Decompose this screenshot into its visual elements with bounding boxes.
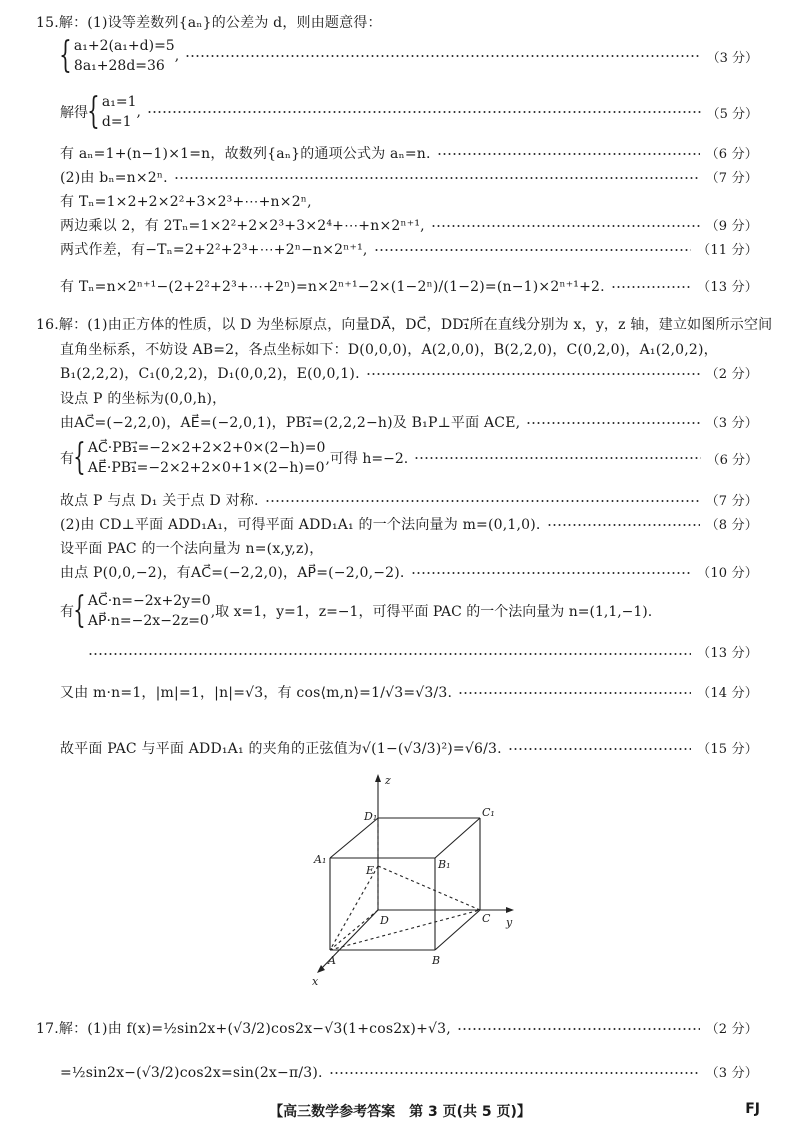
line-text: 两式作差，有−Tₙ=2+2²+2³+⋯+2ⁿ−n×2ⁿ⁺¹,: [60, 242, 368, 258]
line-text: 由点 P(0,0,−2)，有AC⃗=(−2,2,0)，AP⃗=(−2,0,−2).: [60, 565, 405, 581]
score: （9 分）: [705, 218, 758, 234]
brace: {: [59, 35, 72, 76]
line-text: =½sin2x−(√3/2)cos2x=sin(2x−π/3).: [60, 1065, 323, 1081]
eq-tail: ,取 x=1，y=1，z=−1，可得平面 PAC 的一个法向量为 n=(1,1,−1).: [210, 604, 653, 620]
segment-ae: [330, 866, 378, 950]
leader-dots: [366, 373, 700, 375]
q16-line-9: [60, 542, 758, 556]
segment-ec: [378, 866, 480, 910]
eq-b: 8a₁+28d=36: [73, 58, 165, 74]
leader-dots: [174, 177, 700, 179]
line-text: 设点 P 的坐标为(0,0,h)，: [60, 391, 227, 407]
q16-line-7: [60, 494, 758, 508]
score: （13 分）: [697, 279, 758, 295]
label-z: z: [385, 774, 391, 787]
score: （2 分）: [705, 1021, 758, 1037]
score: （10 分）: [697, 565, 758, 581]
line-text: 有 aₙ=1+(n−1)×1=n，故数列{aₙ}的通项公式为 aₙ=n.: [60, 146, 431, 162]
q16-line-11b: [60, 647, 758, 660]
q15-line-4: [60, 147, 758, 161]
label-d1: D₁: [364, 810, 378, 823]
score: （2 分）: [705, 366, 758, 382]
q15-line-9: [60, 280, 758, 294]
eq-tail: ,: [136, 104, 141, 120]
q15-line-8: [60, 243, 758, 257]
edge-a1d1: [330, 818, 378, 858]
score: （6 分）: [705, 146, 758, 162]
eq-lead: 有: [60, 451, 74, 467]
leader-dots: [547, 524, 700, 526]
q15-line-7: [60, 219, 758, 233]
score: （6 分）: [706, 452, 758, 468]
label-a: A: [328, 954, 336, 967]
leader-dots: [88, 653, 691, 655]
eq-a: a₁+2(a₁+d)=5: [73, 38, 175, 54]
leader-dots: [414, 457, 700, 459]
label-e: E: [366, 864, 375, 877]
line-text: 有 Tₙ=1×2+2×2²+3×2³+⋯+n×2ⁿ,: [60, 194, 312, 210]
q17-line-1: [36, 1022, 758, 1036]
eq-b: AP⃗·n=−2x−2z=0: [87, 613, 209, 629]
q16-line-5: [60, 416, 758, 430]
leader-dots: [374, 249, 692, 251]
eq-lead: 解得: [60, 105, 88, 121]
line-text: 两边乘以 2，有 2Tₙ=1×2²+2×2³+3×2⁴+⋯+n×2ⁿ⁺¹,: [60, 218, 425, 234]
line-text: B₁(2,2,2)，C₁(0,2,2)，D₁(0,0,2)，E(0,0,1).: [60, 366, 360, 382]
q15-line-6: [60, 195, 758, 209]
score: （3 分）: [705, 1065, 758, 1081]
q16-line-4: [60, 392, 758, 406]
line-text: 故平面 PAC 与平面 ADD₁A₁ 的夹角的正弦值为√(1−(√3/3)²)=√6/3.: [60, 741, 502, 757]
page-footer: 【高三数学参考答案 第 3 页(共 5 页)】: [269, 1104, 531, 1120]
label-d: D: [380, 914, 389, 927]
brace: {: [73, 437, 86, 478]
cube-figure: [300, 770, 540, 995]
q15-line-5: [60, 171, 758, 185]
q16-system-2: [60, 590, 758, 631]
label-y: y: [506, 916, 513, 929]
leader-dots: [457, 1028, 700, 1030]
line-text: 17.解：(1)由 f(x)=½sin2x+(√3/2)cos2x−√3(1+cos2x)+√3,: [36, 1021, 451, 1037]
score: （5 分）: [706, 106, 758, 122]
label-c: C: [482, 912, 491, 925]
leader-dots: [411, 572, 692, 574]
q16-line-10: [60, 566, 758, 580]
footer-code: FJ: [745, 1101, 760, 1117]
score: （3 分）: [706, 50, 758, 66]
line-text: 由AC⃗=(−2,2,0)，AE⃗=(−2,0,1)，PB₁⃗=(2,2,2−h)及 B₁P⊥平面 ACE,: [60, 415, 521, 431]
eq-b: AE⃗·PB₁⃗=−2×2+2×0+1×(2−h)=0: [87, 460, 325, 476]
leader-dots: [526, 422, 699, 424]
q15-system-2: [60, 91, 758, 132]
q16-line-3: [60, 367, 758, 381]
q15-system-1: [59, 35, 758, 76]
line-text: 设平面 PAC 的一个法向量为 n=(x,y,z)，: [60, 541, 324, 557]
score: （7 分）: [705, 493, 758, 509]
q15-line-1: [36, 16, 758, 30]
label-c1: C₁: [482, 806, 495, 819]
q16-line-12: [60, 686, 758, 700]
label-b1: B₁: [438, 858, 451, 871]
leader-dots: [431, 225, 700, 227]
score: （13 分）: [697, 646, 758, 661]
edge-bc: [435, 910, 480, 950]
q16-system-1: [60, 437, 758, 478]
edge-b1c1: [435, 818, 480, 858]
eq-tail: ,可得 h=−2.: [325, 451, 409, 467]
leader-dots: [458, 692, 691, 694]
label-x: x: [312, 975, 319, 988]
line-text: 故点 P 与点 D₁ 关于点 D 对称.: [60, 493, 259, 509]
eq-a: AC⃗·n=−2x+2y=0: [87, 593, 211, 609]
leader-dots: [185, 55, 700, 57]
line-text: (2)由 CD⊥平面 ADD₁A₁，可得平面 ADD₁A₁ 的一个法向量为 m=(0,1,0).: [60, 517, 541, 533]
label-b: B: [432, 954, 441, 967]
brace: {: [73, 590, 86, 631]
score: （11 分）: [697, 242, 758, 258]
q16-line-8: [60, 518, 758, 532]
score: （8 分）: [705, 517, 758, 533]
cube-diagram: [300, 770, 540, 995]
eq-a: a₁=1: [101, 94, 137, 110]
leader-dots: [265, 500, 700, 502]
q16-line-1: [36, 317, 773, 333]
leader-dots: [611, 286, 691, 288]
label-a1: A₁: [314, 853, 327, 866]
leader-dots: [437, 153, 700, 155]
score: （3 分）: [705, 415, 758, 431]
eq-b: d=1: [101, 114, 132, 130]
leader-dots: [147, 111, 701, 113]
eq-tail: ,: [174, 48, 180, 64]
q16-line-2: [60, 343, 758, 357]
y-arrowhead: [506, 907, 514, 913]
q16-line-13: [60, 742, 758, 756]
q17-line-2: [60, 1066, 758, 1080]
score: （7 分）: [705, 170, 758, 186]
line-text: (2)由 bₙ=n×2ⁿ.: [60, 170, 168, 186]
eq-lead: 有: [60, 604, 74, 620]
line-text: 直角坐标系，不妨设 AB=2，各点坐标如下：D(0,0,0)，A(2,0,0)，B(2,2,0)，C(0,2,0)，A₁(2,0,2)，: [60, 342, 718, 358]
leader-dots: [329, 1072, 700, 1074]
line-text: 有 Tₙ=n×2ⁿ⁺¹−(2+2²+2³+⋯+2ⁿ)=n×2ⁿ⁺¹−2×(1−2ⁿ)/(1−2)=(n−1)×2ⁿ⁺¹+2.: [60, 279, 605, 295]
line-text: 又由 m·n=1，|m|=1，|n|=√3，有 cos⟨m,n⟩=1/√3=√3/3.: [60, 685, 453, 701]
q15-intro: 15.解：(1)设等差数列{aₙ}的公差为 d，则由题意得：: [36, 15, 382, 31]
brace: {: [87, 91, 100, 132]
score: （15 分）: [697, 741, 758, 757]
line-text: 16.解：(1)由正方体的性质，以 D 为坐标原点，向量DA⃗，DC⃗，DD₁⃗所在直线分别为 x，y，z 轴，建立如图所示空间: [36, 317, 773, 333]
z-arrowhead: [375, 774, 381, 782]
score: （14 分）: [697, 685, 758, 701]
eq-a: AC⃗·PB₁⃗=−2×2+2×2+0×(2−h)=0: [87, 440, 326, 456]
leader-dots: [508, 748, 691, 750]
